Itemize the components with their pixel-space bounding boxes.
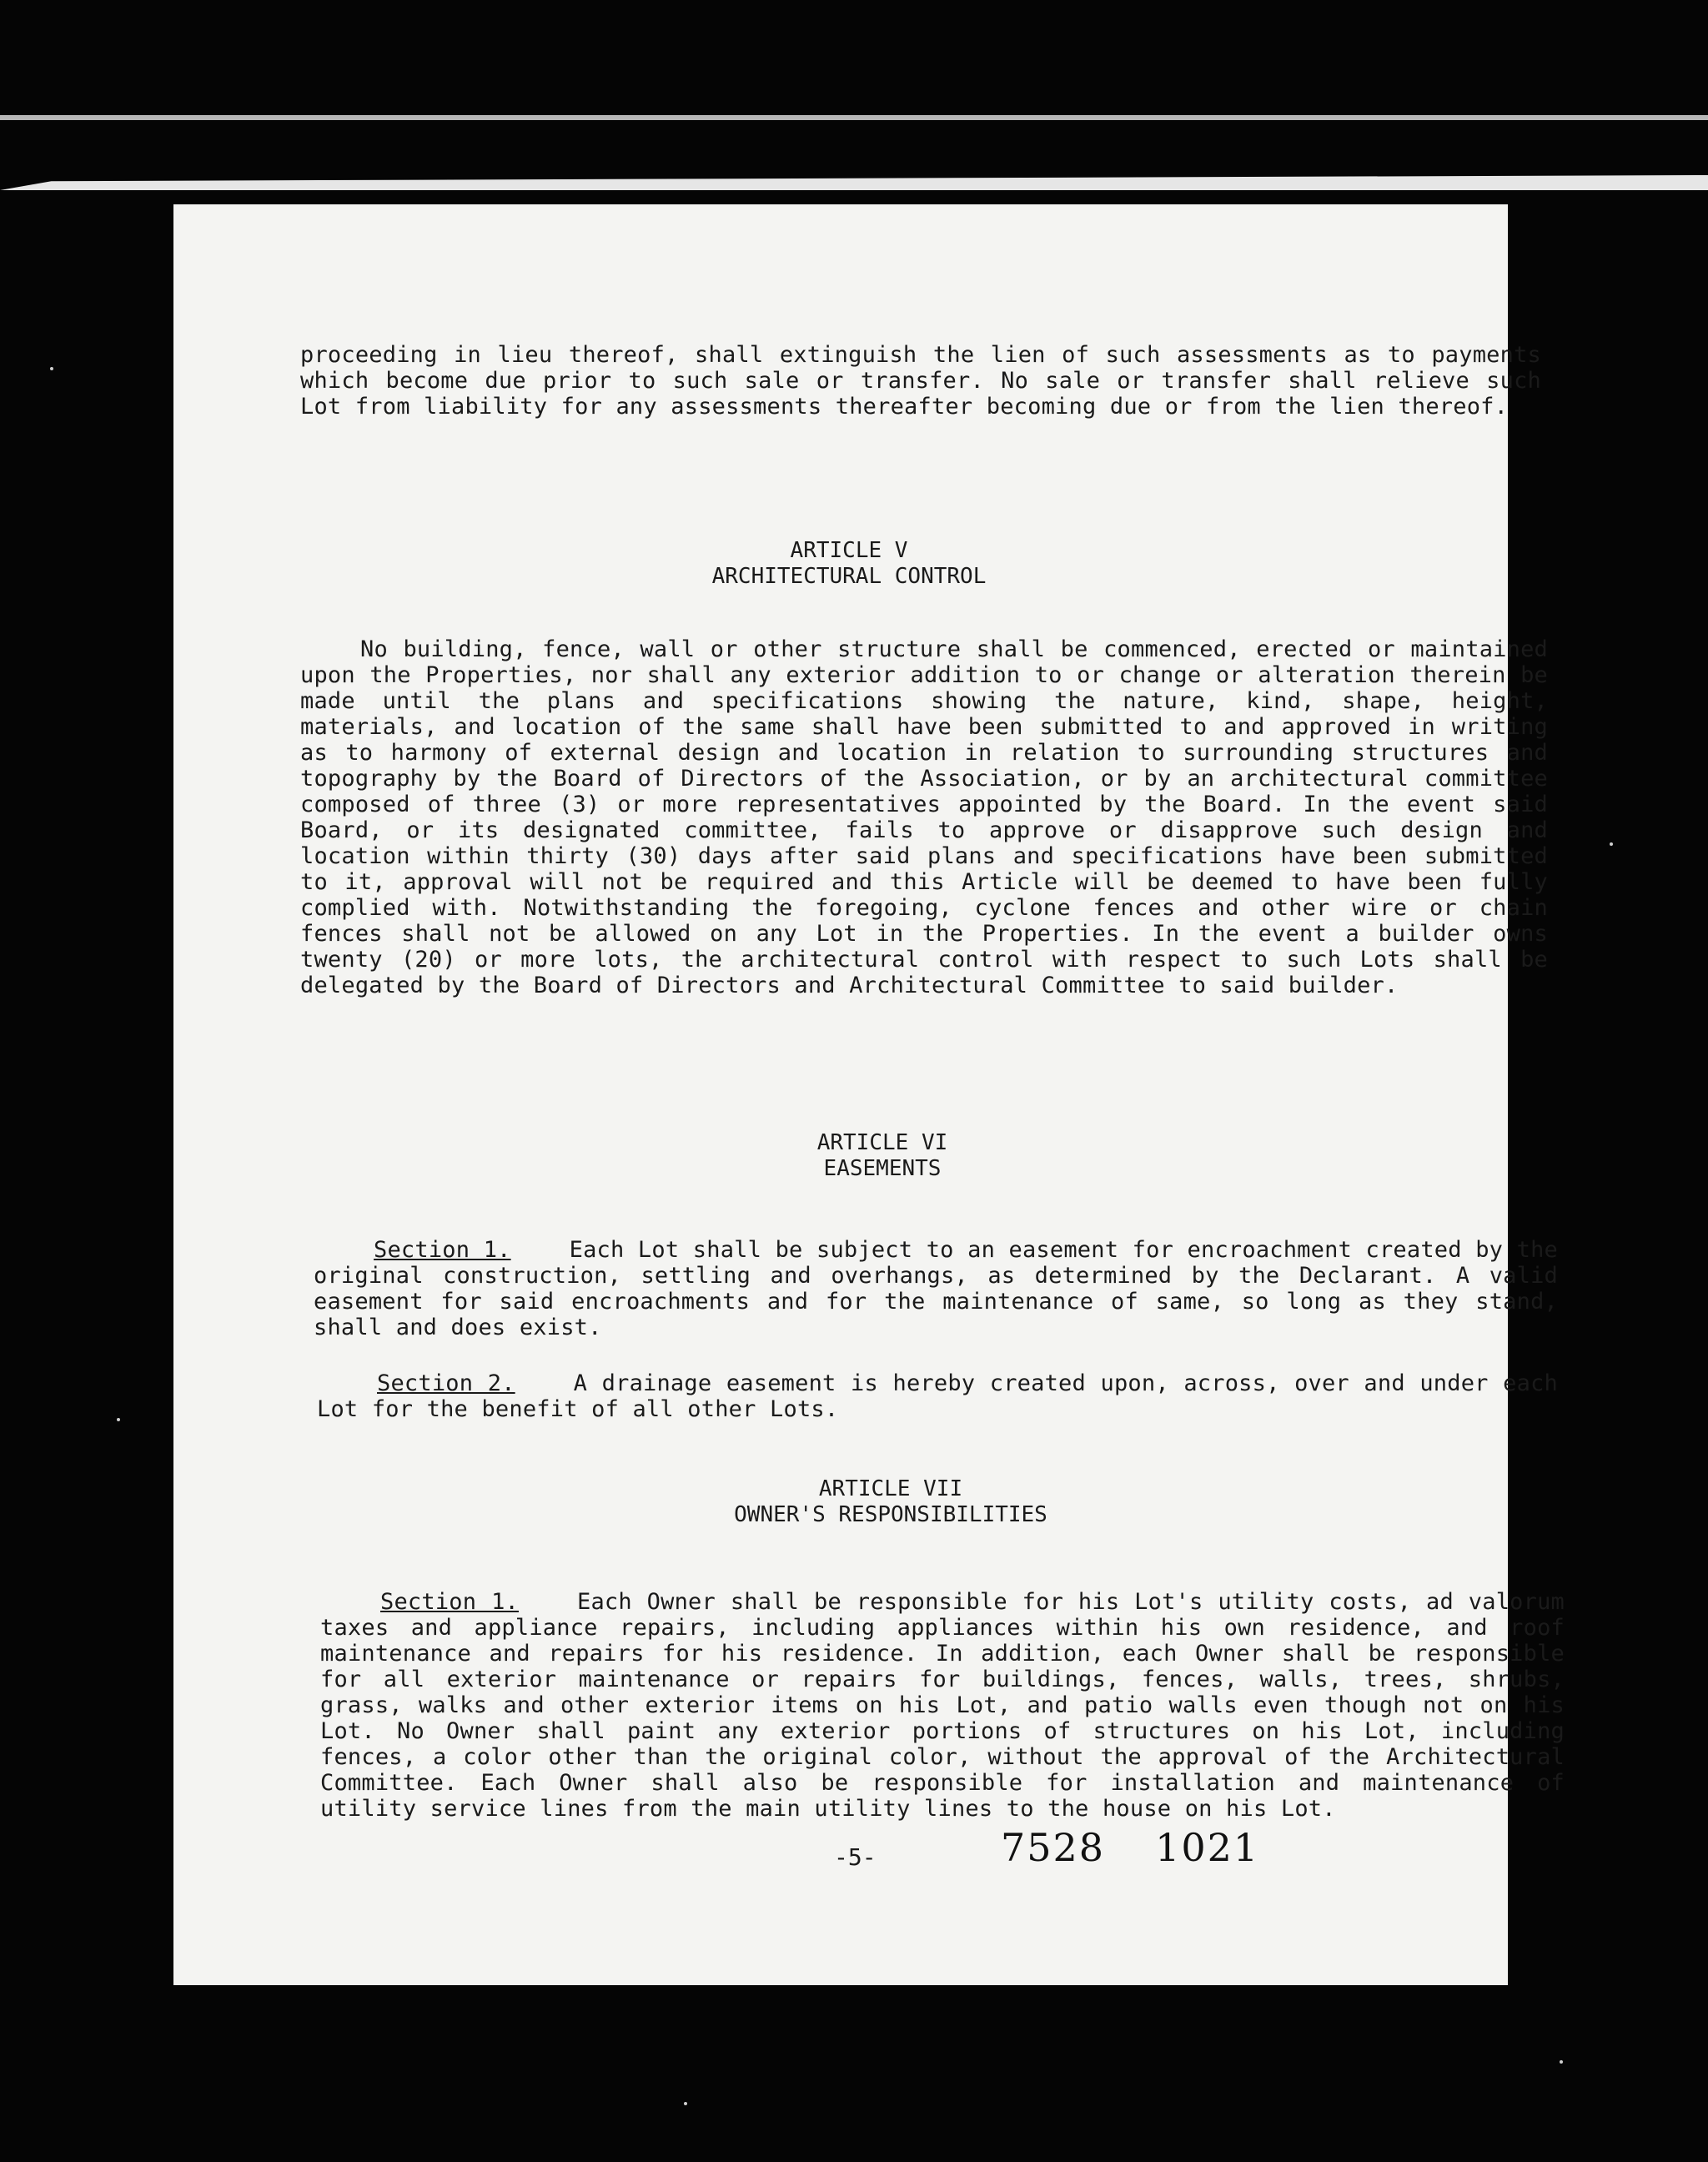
scan-speck <box>1610 842 1613 846</box>
article-number: ARTICLE V <box>790 538 908 563</box>
article-vi-section-2 <box>317 1370 1558 1422</box>
section-text: Each Lot shall be subject to an easement for encroachment created by the original construction, settling and overhangs, as determined by the Declarant. A valid easement for said encroachments and for the maintenance of same, so long as they stand, shall and does exist. <box>314 1237 1558 1340</box>
article-number: ARTICLE VII <box>818 1476 963 1501</box>
continuation-paragraph: proceeding in lieu thereof, shall extinguish the lien of such assessments as to payments which become due prior to such sale or transfer. No sale or transfer shall relieve such Lot from liability for any assessments thereafter becoming due or from the lien thereof. <box>300 342 1541 420</box>
book-number: 7528 <box>1001 1825 1106 1870</box>
section-text: A drainage easement is hereby created upon, across, over and under each Lot for the benefit of all other Lots. <box>317 1370 1558 1422</box>
page-number: -5- <box>834 1843 877 1871</box>
section-label: Section 1. <box>374 1237 511 1263</box>
scan-speck <box>117 1418 120 1421</box>
article-vii-heading <box>691 1476 1091 1528</box>
section-label: Section 1. <box>380 1589 519 1615</box>
section-label: Section 2. <box>377 1370 515 1396</box>
page-reference: 1021 <box>1155 1825 1260 1870</box>
scan-speck <box>1560 2060 1563 2064</box>
article-title: EASEMENTS <box>823 1156 942 1181</box>
article-vi-section-1 <box>314 1237 1558 1340</box>
scan-speck <box>50 367 53 370</box>
article-vii-section-1 <box>320 1589 1565 1822</box>
article-title: ARCHITECTURAL CONTROL <box>711 564 987 589</box>
section-text: Each Owner shall be responsible for his Lot's utility costs, ad valorum taxes and appliance repairs, including appliances within his own residence, and roof maintenance and repairs for his residence. In addition, each Owner shall be responsible for all exterior maintenance or repairs for buildings, fences, walls, trees, shrubs, grass, walks and other exterior items on his Lot, and patio walls even though not on his Lot. No Owner shall paint any exterior portions of structures on his Lot, including fences, a color other than the original color, without the approval of the Architectural Committee. Each Owner shall also be responsible for installation and maintenance of utility service lines from the main utility lines to the house on his Lot. <box>320 1589 1565 1822</box>
recording-stamp <box>1001 1825 1309 1870</box>
scan-edge-curve <box>0 175 1708 190</box>
article-v-heading <box>674 538 1024 590</box>
article-v-body: No building, fence, wall or other structure shall be commenced, erected or maintained upon the Properties, nor shall any exterior addition to or change or alteration therein be made until the plans and specifications showing the nature, kind, shape, height, materials, and location of the same shall have been submitted to and approved in writing as to harmony of external design and location in relation to surrounding structures and topography by the Board of Directors of the Association, or by an architectural committee composed of three (3) or more representatives appointed by the Board. In the event said Board, or its designated committee, fails to approve or disapprove such design and location within thirty (30) days after said plans and specifications have been submitted to it, approval will not be required and this Article will be deemed to have been fully complied with. Notwithstanding the foregoing, cyclone fences and other wire or chain fences shall not be allowed on any Lot in the Properties. In the event a builder owns twenty (20) or more lots, the architectural control with respect to such Lots shall be delegated by the Board of Directors and Architectural Committee to said builder. <box>300 636 1548 998</box>
scan-speck <box>684 2102 687 2105</box>
document-page <box>173 204 1565 1985</box>
scan-edge-top <box>0 115 1708 120</box>
article-vi-heading <box>716 1130 1049 1182</box>
article-number: ARTICLE VI <box>816 1130 948 1155</box>
article-title: OWNER'S RESPONSIBILITIES <box>734 1502 1047 1527</box>
